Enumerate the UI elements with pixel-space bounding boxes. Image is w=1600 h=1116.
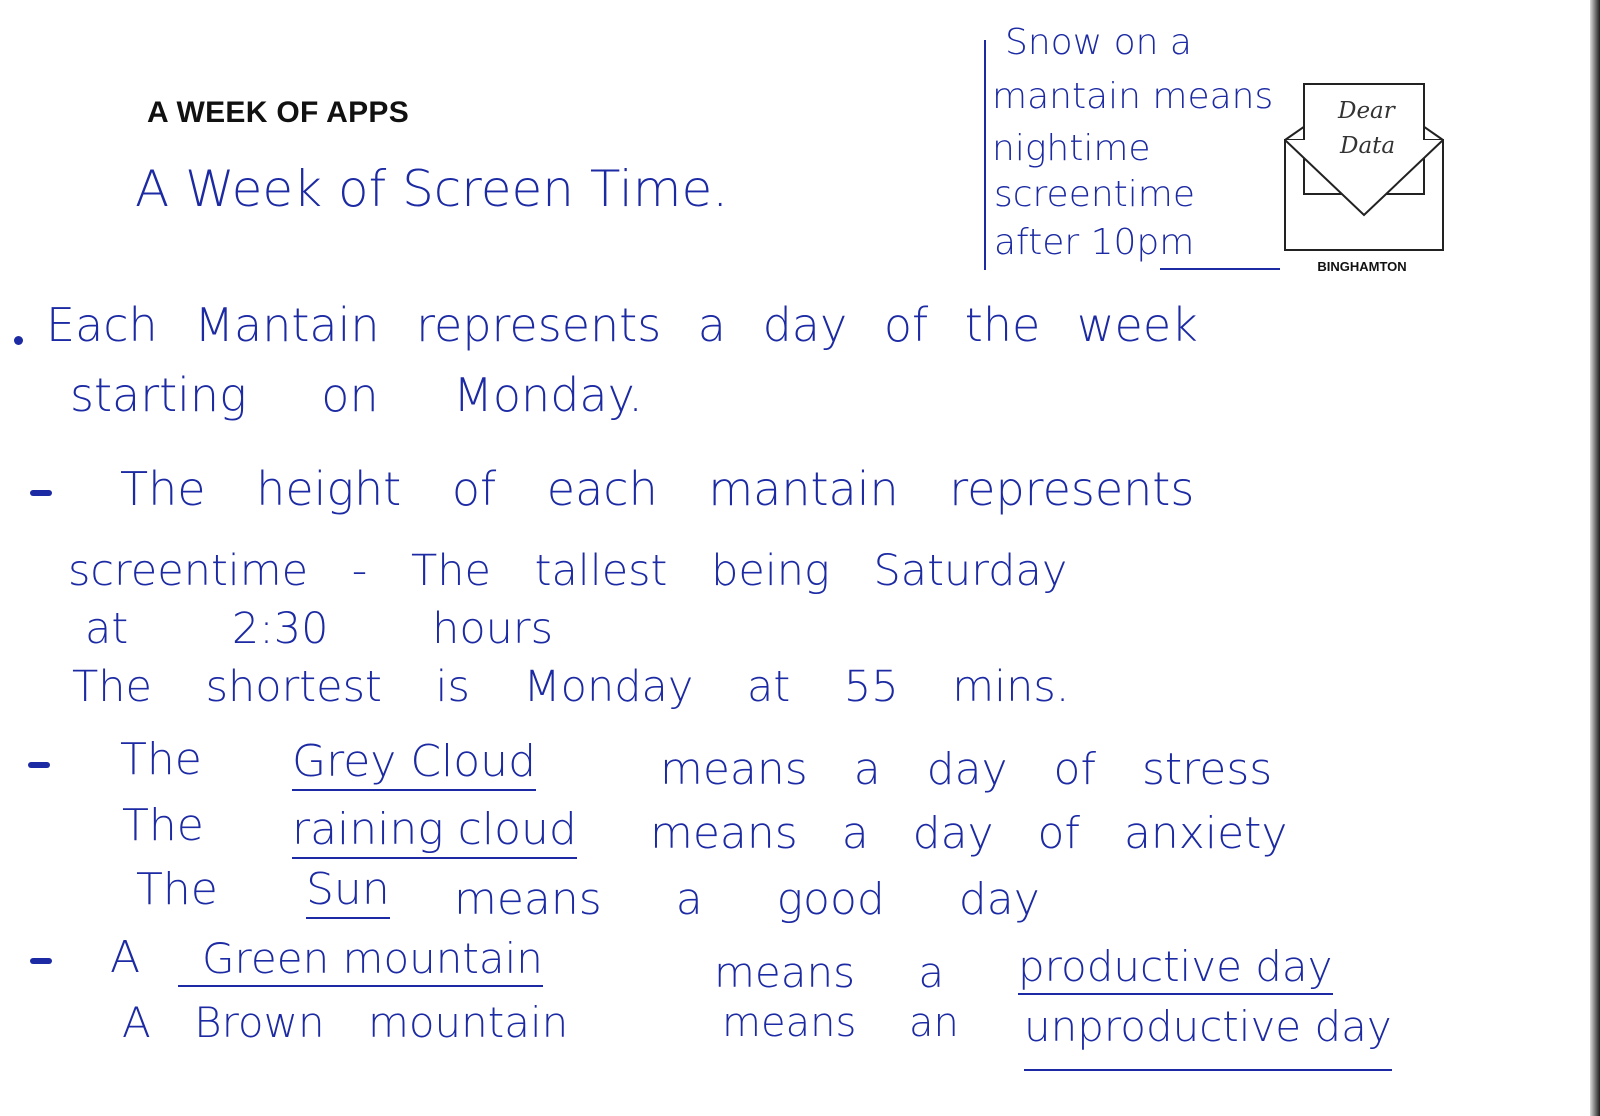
printed-title: A WEEK OF APPS bbox=[147, 96, 409, 129]
note-line-2: starting on Monday. bbox=[70, 368, 643, 422]
side-note-underline bbox=[1160, 268, 1280, 270]
note-line-9-lead: The bbox=[136, 864, 218, 915]
legend-unproductive-day: unproductive day bbox=[1024, 1002, 1392, 1071]
note-line-4: screentime - The tallest being Saturday bbox=[68, 546, 1068, 596]
note-line-11-lead: A Brown mountain bbox=[122, 998, 569, 1047]
note-line-9-tail: means a good day bbox=[454, 874, 1040, 925]
side-note-line-1: Snow on a bbox=[1005, 22, 1192, 63]
note-line-10-lead: A bbox=[110, 932, 141, 983]
legend-sun: Sun bbox=[306, 864, 390, 919]
bullet-dash-2 bbox=[30, 490, 52, 496]
logo-word-dear: Dear bbox=[1338, 98, 1395, 124]
side-note-bracket bbox=[984, 40, 986, 270]
note-line-8-lead: The bbox=[122, 800, 204, 851]
note-line-3: The height of each mantain represents bbox=[120, 462, 1195, 516]
note-line-11-mid: means an bbox=[722, 1000, 959, 1046]
side-note-line-2: mantain means bbox=[992, 76, 1274, 117]
note-line-6: The shortest is Monday at 55 mins. bbox=[72, 662, 1070, 712]
side-note-line-4: screentime bbox=[994, 174, 1196, 215]
note-line-1: Each Mantain represents a day of the week bbox=[46, 298, 1198, 352]
note-line-8-tail: means a day of anxiety bbox=[650, 808, 1288, 859]
note-line-5: at 2:30 hours bbox=[85, 604, 554, 654]
legend-raining-cloud: raining cloud bbox=[292, 804, 577, 859]
legend-grey-cloud: Grey Cloud bbox=[292, 736, 536, 791]
side-note-line-3: nightime bbox=[992, 128, 1151, 169]
note-line-7-tail: means a day of stress bbox=[660, 744, 1273, 795]
note-line-10-mid: means a bbox=[714, 948, 945, 997]
bullet-dot-1 bbox=[14, 336, 23, 345]
bullet-dash-4 bbox=[30, 958, 52, 964]
side-note-line-5: after 10pm bbox=[994, 222, 1195, 263]
card-edge-shadow bbox=[1590, 0, 1600, 1116]
logo-word-data: Data bbox=[1340, 133, 1396, 159]
bullet-dash-3 bbox=[28, 762, 50, 768]
legend-green-mountain: Green mountain bbox=[178, 934, 543, 987]
legend-productive-day: productive day bbox=[1018, 942, 1333, 995]
logo-caption: BINGHAMTON bbox=[1317, 259, 1407, 274]
note-line-7-lead: The bbox=[120, 734, 202, 785]
handwritten-title: A Week of Screen Time. bbox=[135, 160, 729, 218]
